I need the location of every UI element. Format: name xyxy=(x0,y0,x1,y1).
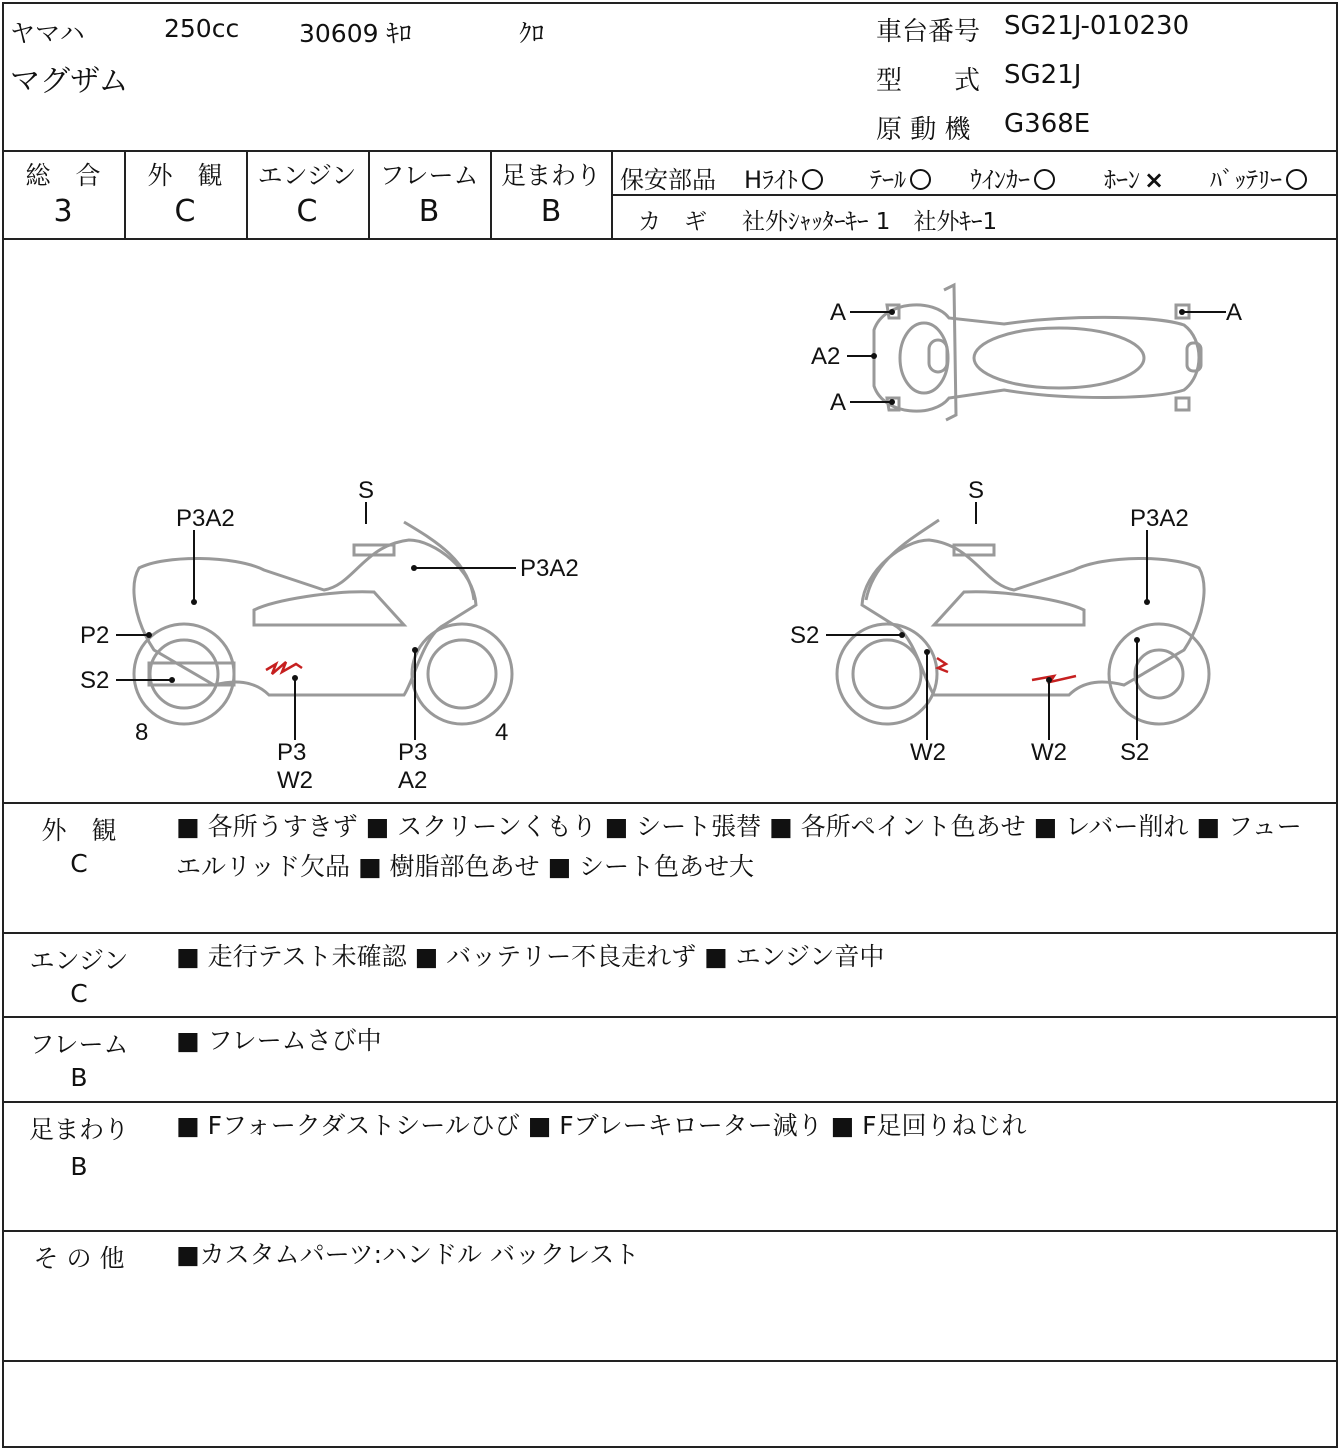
right-label-s2-rear: S2 xyxy=(1120,739,1150,766)
section-frame-body: ■ フレームさび中 xyxy=(176,1026,382,1055)
type-value: SG21J xyxy=(1004,60,1082,90)
key-value: 社外ｼｬｯﾀｰｷｰ 1 社外ｷｰ1 xyxy=(742,209,998,235)
leader-lines xyxy=(116,312,1226,740)
grade-frame-label: フレーム xyxy=(379,161,479,190)
right-label-s: S xyxy=(968,477,985,504)
safety-item-headlight: Hﾗｲﾄ xyxy=(744,160,823,195)
damage-diagram xyxy=(4,240,1340,802)
inspection-sheet xyxy=(2,2,1338,1448)
safety-item-tail: ﾃｰﾙ xyxy=(870,160,931,195)
scooter-left-view xyxy=(134,522,512,724)
safety-item-horn: ﾎｰﾝ × xyxy=(1104,166,1165,194)
left-label-s2: S2 xyxy=(80,667,110,694)
type-label: 型 式 xyxy=(876,66,981,96)
engine-value: G368E xyxy=(1004,109,1091,139)
top-label-a3: A xyxy=(830,389,847,416)
section-other-title: そ の 他 xyxy=(33,1244,125,1273)
left-label-p3a2-cowl: P3A2 xyxy=(520,555,579,582)
diagram-labels xyxy=(80,299,1242,794)
grade-exterior-value: C xyxy=(174,194,196,229)
left-label-8: 8 xyxy=(135,719,149,746)
safety-item-winker: ｳｲﾝｶｰ xyxy=(970,160,1055,195)
top-label-a1: A xyxy=(830,299,847,326)
leader-dots xyxy=(146,309,1185,683)
safety-title: 保安部品 xyxy=(620,166,716,194)
section-frame-title: フレーム xyxy=(29,1030,129,1059)
grade-total-value: 3 xyxy=(53,194,73,229)
grade-total-label: 総 合 xyxy=(25,161,101,190)
ok-circle-icon xyxy=(1286,169,1307,190)
frame-no: SG21J-010230 xyxy=(1004,11,1190,41)
section-engine-title: エンジン xyxy=(29,946,129,975)
left-label-p2: P2 xyxy=(80,622,110,649)
section-suspension-title: 足まわり xyxy=(28,1115,129,1144)
grade-engine-value: C xyxy=(296,194,318,229)
engine-label: 原 動 機 xyxy=(876,115,971,145)
mileage: 30609 ｷﾛ xyxy=(299,19,412,48)
grade-engine-label: エンジン xyxy=(257,161,357,190)
section-exterior-body: ■ 各所うすきず ■ スクリーンくもり ■ シート張替 ■ 各所ペイント色あせ ■ レバー削れ ■ フューエルリッド欠品 ■ 樹脂部色あせ ■ シート色あせ大 xyxy=(176,812,1302,881)
section-suspension-body: ■ Fフォークダストシールひび ■ Fブレーキローター減り ■ F足回りねじれ xyxy=(176,1111,1027,1140)
section-engine-grade: C xyxy=(70,979,88,1008)
divider xyxy=(4,150,1336,152)
left-label-w2: W2 xyxy=(277,767,313,794)
section-engine-body: ■ 走行テスト未確認 ■ バッテリー不良走れず ■ エンジン音中 xyxy=(176,942,885,971)
left-label-4: 4 xyxy=(495,719,509,746)
displacement: 250cc xyxy=(164,14,240,43)
left-label-s: S xyxy=(358,477,375,504)
section-exterior-grade: C xyxy=(70,849,88,878)
grade-suspension-value: B xyxy=(540,194,562,229)
top-label-a2: A2 xyxy=(811,343,841,370)
frame-no-label: 車台番号 xyxy=(876,17,981,47)
ok-circle-icon xyxy=(1034,169,1055,190)
right-label-w2-b: W2 xyxy=(1031,739,1067,766)
ok-circle-icon xyxy=(802,169,823,190)
top-label-a4: A xyxy=(1226,299,1243,326)
maker: ヤマハ xyxy=(10,19,85,48)
model-name: マグザム xyxy=(10,64,129,99)
damage-marks xyxy=(266,658,1076,682)
safety-item-battery: ﾊﾞｯﾃﾘｰ xyxy=(1210,160,1307,195)
section-other-body: ■カスタムパーツ:ハンドル バックレスト xyxy=(176,1240,640,1269)
section-exterior-title: 外 観 xyxy=(41,816,117,845)
left-label-p3-b: P3 xyxy=(398,739,428,766)
section-suspension-grade: B xyxy=(70,1152,88,1181)
grade-exterior-label: 外 観 xyxy=(147,161,223,190)
right-label-p3a2: P3A2 xyxy=(1130,505,1189,532)
grade-frame-value: B xyxy=(418,194,440,229)
key-label: カ ギ xyxy=(638,209,707,235)
left-label-p3a2-seat: P3A2 xyxy=(176,505,235,532)
ok-circle-icon xyxy=(910,169,931,190)
left-label-a2: A2 xyxy=(398,767,428,794)
right-label-w2-a: W2 xyxy=(910,739,946,766)
right-label-s2-front: S2 xyxy=(790,622,820,649)
body-color: ｸﾛ xyxy=(519,19,545,48)
grade-suspension-label: 足まわり xyxy=(500,161,601,190)
section-frame-grade: B xyxy=(70,1063,88,1092)
left-label-p3-a: P3 xyxy=(277,739,307,766)
scooter-top-view xyxy=(874,285,1201,420)
ng-cross-icon: × xyxy=(1144,166,1165,194)
scooter-right-view xyxy=(837,520,1209,724)
